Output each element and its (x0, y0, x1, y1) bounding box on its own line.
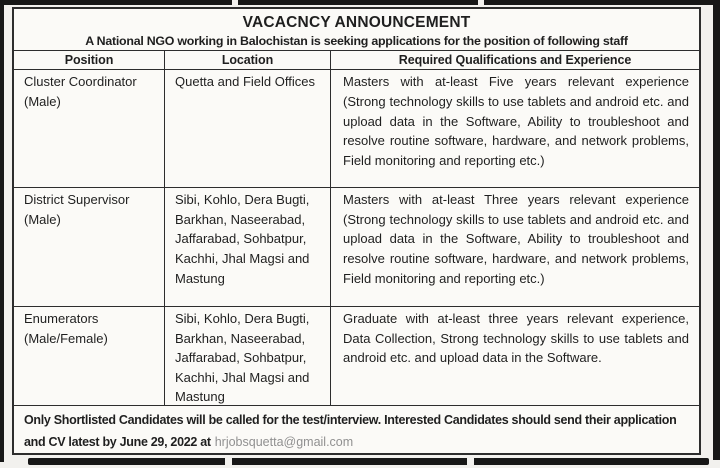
footer-text: Only Shortlisted Candidates will be called for the test/interview. Interested Candidates should send their application and CV latest by June 29, 2022 at (24, 413, 677, 449)
qualifications-cell: Masters with at-least Three years relevant experience (Strong technology skills to use tablets and android etc. and upload data in the Software, Ability to troubleshoot and resolve routine software, hardware, and network problems, Field monitoring and reporting etc.) (343, 192, 689, 286)
contact-email: hrjobsquetta@gmail.com (214, 434, 354, 449)
crop-artifact-right-bar (713, 0, 720, 460)
vacancy-announcement-table (12, 7, 701, 455)
title-block (14, 9, 699, 51)
column-header-position: Position (14, 51, 165, 70)
column-header-qualifications: Required Qualifications and Experience (398, 53, 632, 68)
table-row (14, 70, 699, 188)
table-row (14, 188, 699, 307)
position-cell: Cluster Coordinator (Male) (14, 70, 165, 187)
position-cell: District Supervisor (Male) (14, 188, 165, 306)
position-cell: Enumerators (Male/Female) (14, 307, 165, 405)
qualifications-cell: Graduate with at-least three years relevant experience, Data Collection, Strong technology skills to use tablets and android etc. and upload data in the Software. (343, 311, 689, 366)
location-cell: Quetta and Field Offices (165, 70, 331, 187)
page-subtitle: A National NGO working in Balochistan is seeking applications for the position of following staff (85, 34, 628, 48)
qualifications-cell: Masters with at-least Five years relevant experience (Strong technology skills to use tablets and android etc. and upload data in the Software, Ability to troubleshoot and resolve routine software, hardware, and network problems, Field monitoring and reporting etc.) (343, 74, 689, 168)
table-header-row (14, 51, 699, 71)
crop-artifact-top-gap (478, 0, 484, 5)
location-cell: Sibi, Kohlo, Dera Bugti, Barkhan, Naseerabad, Jaffarabad, Sohbatpur, Kachhi, Jhal Magsi and Mastung (165, 188, 331, 306)
crop-artifact-top-bar (0, 0, 720, 5)
table-row (14, 307, 699, 406)
footer-note (14, 406, 699, 453)
location-cell: Sibi, Kohlo, Dera Bugti, Barkhan, Naseerabad, Jaffarabad, Sohbatpur, Kachhi, Jhal Magsi and Mastung (165, 307, 331, 405)
column-header-location: Location (165, 51, 331, 70)
page-title: VACACNCY ANNOUNCEMENT (242, 14, 471, 31)
crop-artifact-bottom-gap (225, 458, 232, 465)
crop-artifact-left-bar (0, 0, 4, 462)
crop-artifact-top-gap (232, 0, 238, 5)
crop-artifact-bottom-gap (467, 458, 474, 465)
crop-artifact-bottom-bar (28, 458, 709, 465)
